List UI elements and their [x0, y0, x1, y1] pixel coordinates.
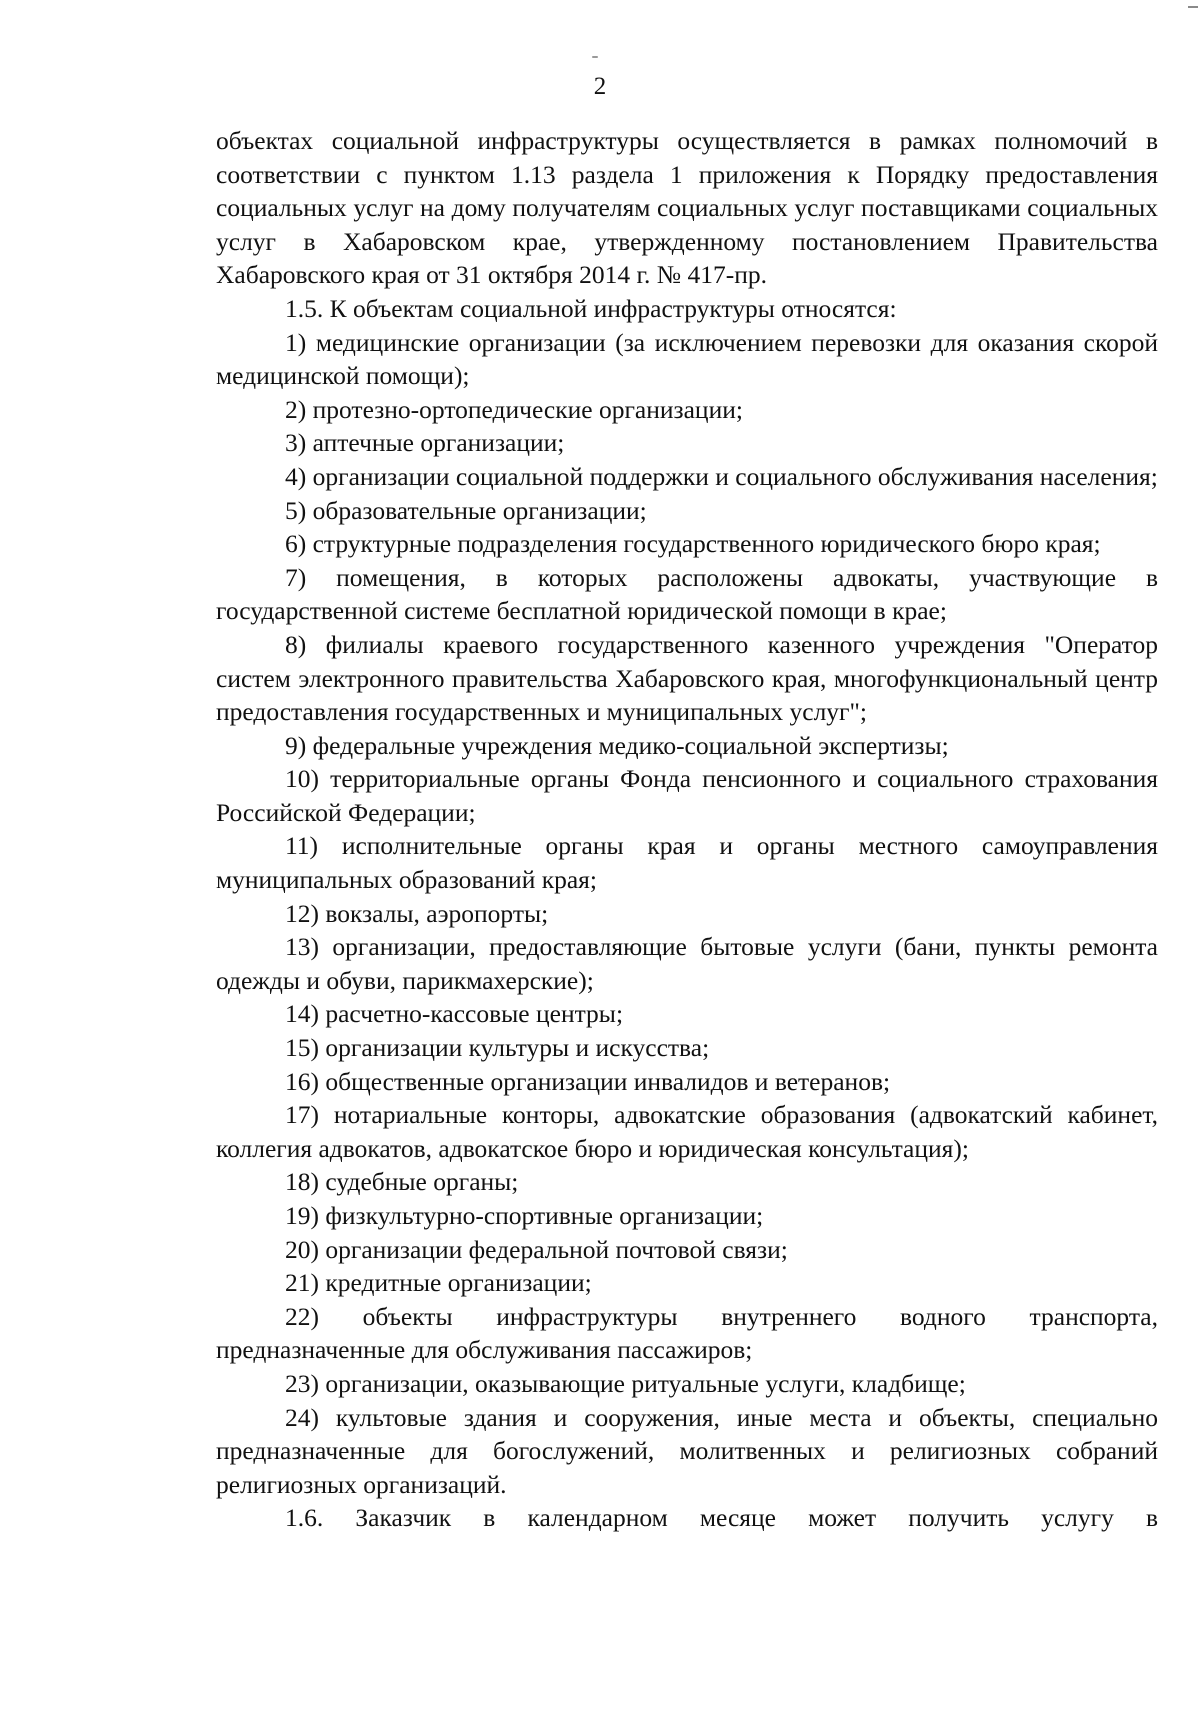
list-item-5: 5) образовательные организации;: [285, 495, 647, 525]
list-item-11: 11) исполнительные органы края и органы местного самоуправления муниципальных образований края;: [216, 831, 1158, 895]
list-item-4: 4) организации социальной поддержки и социального обслуживания населения;: [285, 461, 1158, 491]
list-item-7: 7) помещения, в которых расположены адвокаты, участвующие в государственной системе бесплатной юридической помощи в крае;: [216, 562, 1158, 626]
list-item-10: 10) территориальные органы Фонда пенсионного и социального страхования Российской Федерации;: [216, 764, 1158, 827]
list-item-23: 23) организации, оказывающие ритуальные услуги, кладбище;: [285, 1368, 966, 1398]
scan-speck: [592, 56, 598, 58]
list-item-17: 17) нотариальные конторы, адвокатские образования (адвокатский кабинет, коллегия адвокатов, адвокатское бюро и юридическая консультация);: [216, 1100, 1158, 1163]
list-item-20: 20) организации федеральной почтовой связи;: [285, 1234, 788, 1264]
list-item-12: 12) вокзалы, аэропорты;: [285, 898, 549, 928]
list-item-14: 14) расчетно-кассовые центры;: [285, 999, 624, 1029]
list-item-16: 16) общественные организации инвалидов и ветеранов;: [285, 1066, 891, 1096]
list-item-9: 9) федеральные учреждения медико-социальной экспертизы;: [285, 730, 949, 760]
list-item-24: 24) культовые здания и сооружения, иные места и объекты, специально предназначенные для богослужений, молитвенных и религиозных собраний религиозных организаций.: [216, 1402, 1158, 1499]
list-item-21: 21) кредитные организации;: [285, 1268, 592, 1298]
list-item-18: 18) судебные органы;: [285, 1167, 519, 1197]
list-item-22: 22) объекты инфраструктуры внутреннего водного транспорта, предназначенные для обслуживания пассажиров;: [216, 1301, 1158, 1365]
list-item-6: 6) структурные подразделения государственного юридического бюро края;: [285, 529, 1101, 559]
list-item-15: 15) организации культуры и искусства;: [285, 1033, 710, 1063]
list-item-13: 13) организации, предоставляющие бытовые услуги (бани, пункты ремонта одежды и обуви, парикмахерские);: [216, 932, 1158, 995]
document-body: [216, 124, 1158, 1535]
list-item-3: 3) аптечные организации;: [285, 428, 565, 458]
list-item-19: 19) физкультурно-спортивные организации;: [285, 1201, 764, 1230]
list-item-1: 1) медицинские организации (за исключением перевозки для оказания скорой медицинской помощи);: [216, 327, 1158, 391]
page-number: 2: [593, 73, 607, 100]
clause-1-5: 1.5. К объектам социальной инфраструктуры относятся:: [285, 293, 897, 323]
paragraph-continuation: объектах социальной инфраструктуры осуществляется в рамках полномочий в соответствии с пунктом 1.13 раздела 1 приложения к Порядку предоставления социальных услуг на дому получателям социальных услуг поставщиками социальных услуг в Хабаровском крае, утвержденному постановлением Правительства Хабаровского края от 31 октября 2014 г. № 417-пр.: [216, 126, 1158, 290]
list-item-2: 2) протезно-ортопедические организации;: [285, 394, 743, 424]
clause-1-6: 1.6. Заказчик в календарном месяце может получить услугу в: [285, 1503, 1158, 1533]
list-item-8: 8) филиалы краевого государственного казенного учреждения "Оператор систем электронного правительства Хабаровского края, многофункциональный центр предоставления государственных и муниципальных услуг";: [216, 629, 1158, 727]
scan-edge-mark: [1188, 6, 1198, 8]
